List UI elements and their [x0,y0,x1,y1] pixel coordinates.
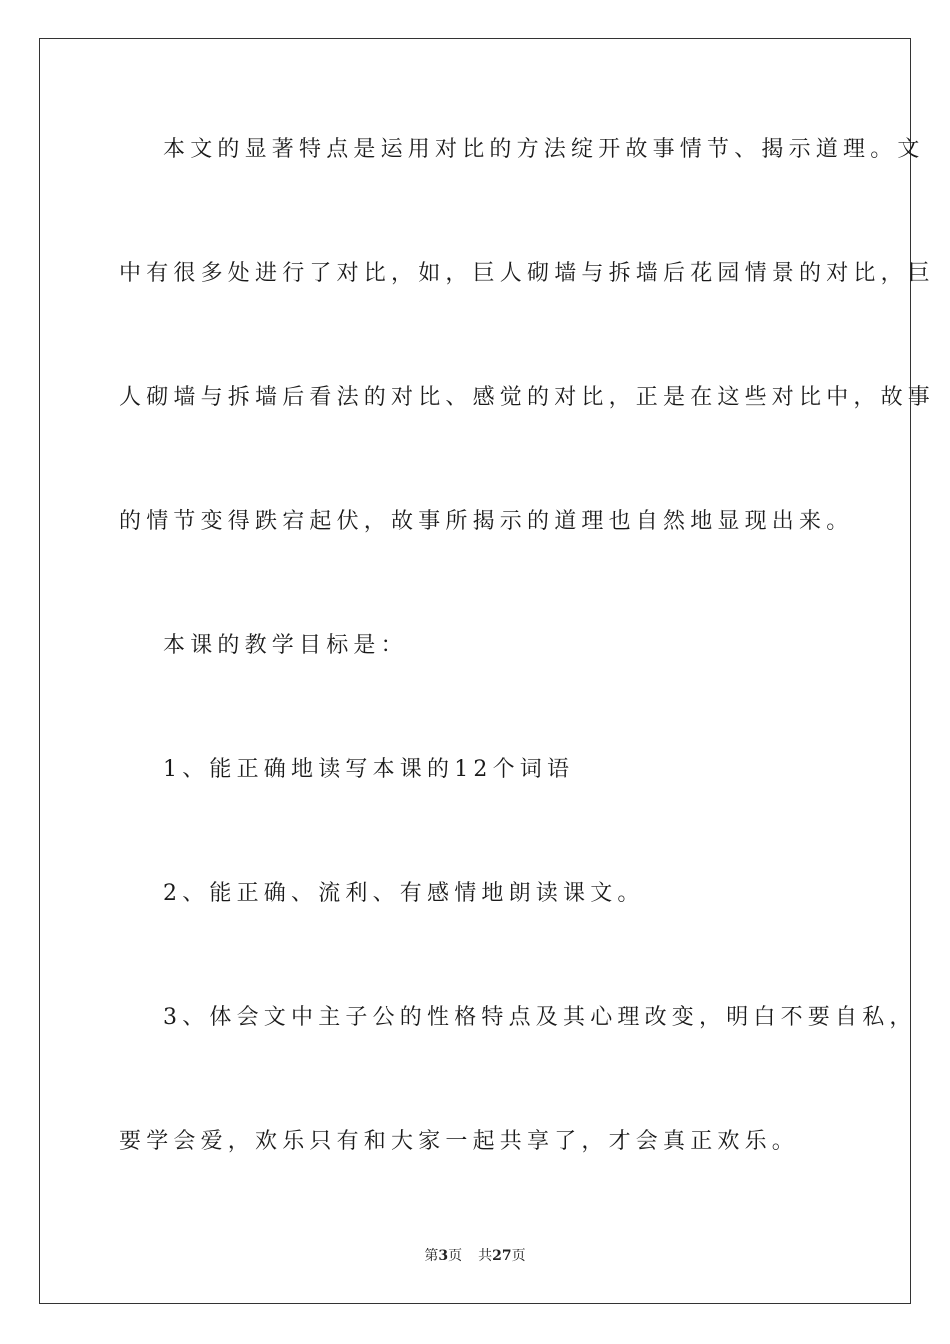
paragraph-line: 本文的显著特点是运用对比的方法绽开故事情节、揭示道理。文 [163,137,925,162]
paragraph-line: 的情节变得跌宕起伏，故事所揭示的道理也自然地显现出来。 [119,509,854,534]
page-footer [0,1247,950,1265]
list-item: 1、能正确地读写本课的12个词语 [163,757,575,782]
page-border [39,38,936,1304]
paragraph-line: 本课的教学目标是： [163,633,408,658]
paragraph-line: 中有很多处进行了对比，如，巨人砌墙与拆墙后花园情景的对比，巨 [119,261,936,286]
page-number: 3 [438,1248,449,1264]
paragraph-line: 人砌墙与拆墙后看法的对比、感觉的对比，正是在这些对比中，故事 [119,385,936,410]
list-item-continuation: 要学会爱，欢乐只有和大家一起共享了，才会真正欢乐。 [119,1129,800,1154]
total-pages: 27 [492,1248,512,1264]
total-prefix: 共 [478,1248,493,1264]
page-prefix: 第 [424,1248,439,1264]
page-suffix: 页 [448,1248,463,1264]
total-suffix: 页 [511,1248,526,1264]
list-item: 3、体会文中主子公的性格特点及其心理改变，明白不要自私， [163,1005,917,1030]
list-item: 2、能正确、流利、有感情地朗读课文。 [163,881,645,906]
